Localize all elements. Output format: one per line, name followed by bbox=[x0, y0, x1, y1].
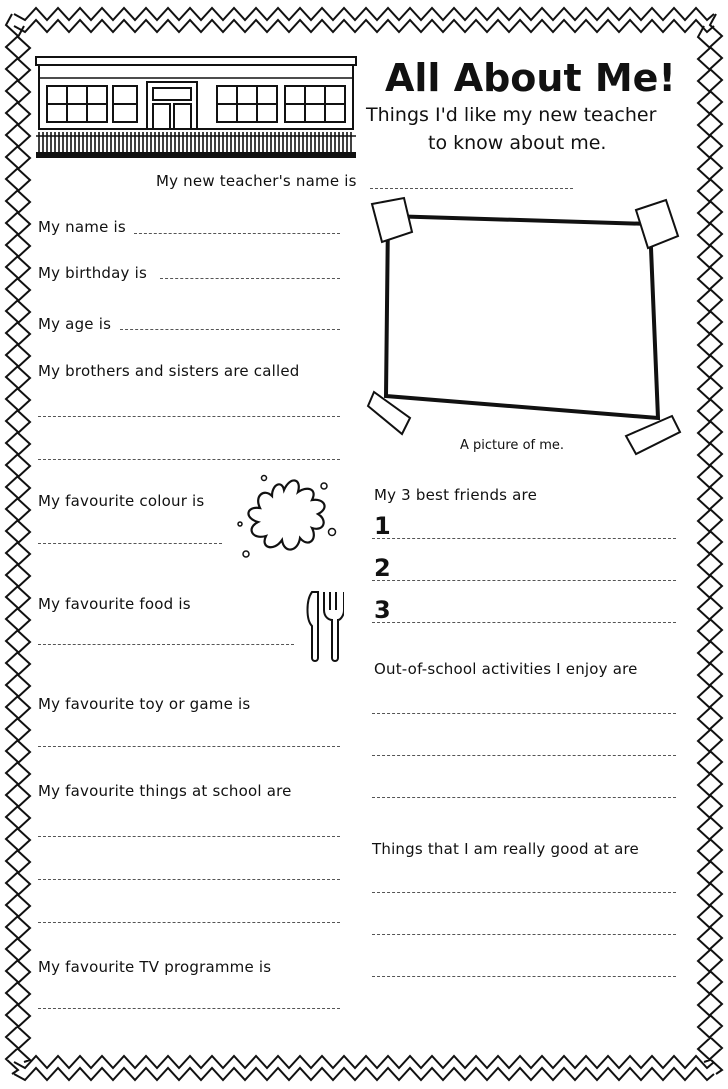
name-line[interactable] bbox=[134, 233, 340, 234]
birthday-label: My birthday is bbox=[38, 264, 147, 282]
friend-line-3[interactable] bbox=[372, 622, 676, 623]
siblings-line-2[interactable] bbox=[38, 459, 340, 460]
friend-line-1[interactable] bbox=[372, 538, 676, 539]
activities-label: Out-of-school activities I enjoy are bbox=[374, 660, 638, 678]
good-at-line-1[interactable] bbox=[372, 892, 676, 893]
friend-number-1: 1 bbox=[374, 512, 391, 540]
siblings-line-1[interactable] bbox=[38, 416, 340, 417]
page-title: All About Me! bbox=[385, 56, 676, 100]
activities-line-3[interactable] bbox=[372, 797, 676, 798]
teacher-name-label: My new teacher's name is bbox=[156, 172, 357, 190]
friend-number-2: 2 bbox=[374, 554, 391, 582]
name-label: My name is bbox=[38, 218, 126, 236]
activities-line-2[interactable] bbox=[372, 755, 676, 756]
toy-label: My favourite toy or game is bbox=[38, 695, 251, 713]
picture-caption: A picture of me. bbox=[460, 438, 565, 453]
paint-splat-icon bbox=[232, 468, 342, 568]
activities-line-1[interactable] bbox=[372, 713, 676, 714]
school-things-line-1[interactable] bbox=[38, 836, 340, 837]
friend-line-2[interactable] bbox=[372, 580, 676, 581]
school-building-icon bbox=[35, 56, 357, 160]
good-at-label: Things that I am really good at are bbox=[372, 840, 639, 858]
good-at-line-2[interactable] bbox=[372, 934, 676, 935]
food-label: My favourite food is bbox=[38, 595, 191, 613]
tv-line[interactable] bbox=[38, 1008, 340, 1009]
school-things-label: My favourite things at school are bbox=[38, 782, 292, 800]
age-line[interactable] bbox=[120, 329, 340, 330]
birthday-line[interactable] bbox=[160, 278, 340, 279]
subtitle-line-1: Things I'd like my new teacher bbox=[366, 104, 657, 126]
friends-label: My 3 best friends are bbox=[374, 486, 538, 504]
siblings-label: My brothers and sisters are called bbox=[38, 362, 300, 380]
photo-frame-icon bbox=[360, 196, 692, 458]
fork-knife-icon bbox=[304, 590, 344, 664]
school-things-line-2[interactable] bbox=[38, 879, 340, 880]
food-line[interactable] bbox=[38, 644, 294, 645]
age-label: My age is bbox=[38, 315, 112, 333]
teacher-name-line[interactable] bbox=[370, 188, 573, 189]
colour-line[interactable] bbox=[38, 543, 222, 544]
toy-line[interactable] bbox=[38, 746, 340, 747]
good-at-line-3[interactable] bbox=[372, 976, 676, 977]
school-things-line-3[interactable] bbox=[38, 922, 340, 923]
tv-label: My favourite TV programme is bbox=[38, 958, 272, 976]
subtitle-line-2: to know about me. bbox=[428, 132, 607, 154]
friend-number-3: 3 bbox=[374, 596, 391, 624]
colour-label: My favourite colour is bbox=[38, 492, 205, 510]
